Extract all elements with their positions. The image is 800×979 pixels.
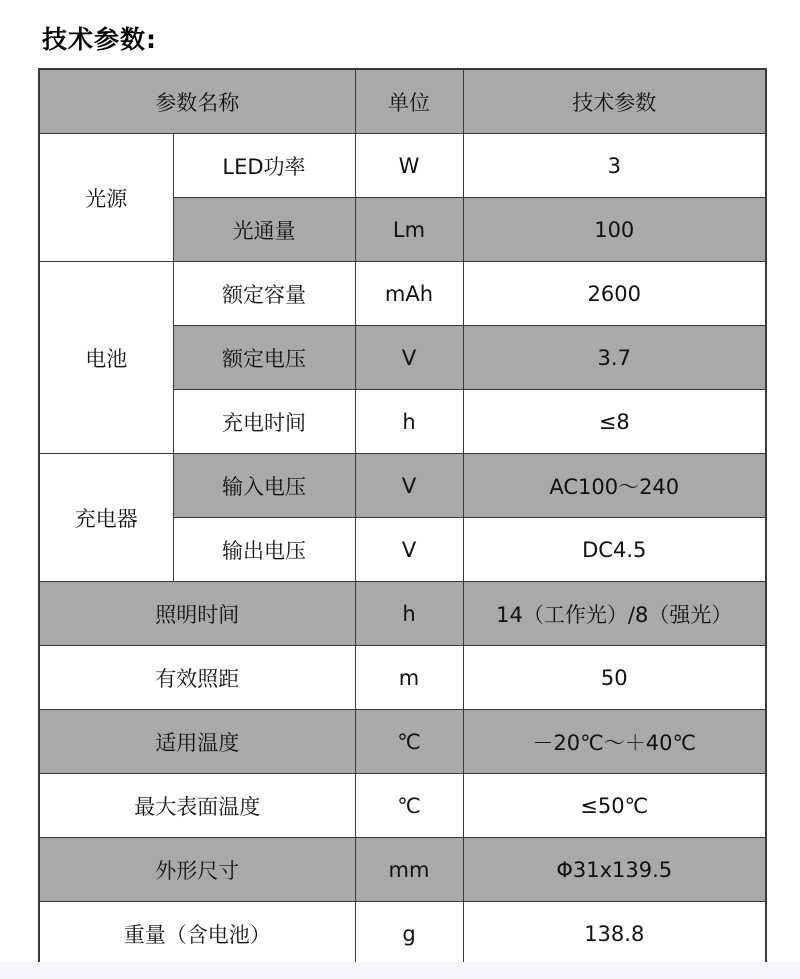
group-label: 充电器 [39, 454, 173, 582]
param-value: AC100～240 [463, 454, 766, 518]
table-row [39, 134, 766, 198]
param-name: LED功率 [173, 134, 355, 198]
header-name: 参数名称 [39, 69, 355, 134]
header-row [39, 69, 766, 134]
param-value: ≤50℃ [463, 774, 766, 838]
param-unit: ℃ [355, 774, 463, 838]
param-unit: mm [355, 838, 463, 902]
group-label: 电池 [39, 262, 173, 454]
param-name: 有效照距 [39, 646, 355, 710]
spec-table [38, 68, 767, 967]
param-unit: h [355, 390, 463, 454]
param-name: 最大表面温度 [39, 774, 355, 838]
param-unit: V [355, 326, 463, 390]
param-value: 3 [463, 134, 766, 198]
param-unit: ℃ [355, 710, 463, 774]
param-name: 额定容量 [173, 262, 355, 326]
param-unit: V [355, 518, 463, 582]
param-name: 重量（含电池） [39, 902, 355, 967]
param-unit: m [355, 646, 463, 710]
group-label: 光源 [39, 134, 173, 262]
param-value: 138.8 [463, 902, 766, 967]
param-name: 外形尺寸 [39, 838, 355, 902]
param-unit: W [355, 134, 463, 198]
param-value: Φ31x139.5 [463, 838, 766, 902]
param-name: 照明时间 [39, 582, 355, 646]
param-unit: Lm [355, 198, 463, 262]
param-value: 2600 [463, 262, 766, 326]
bottom-strip [0, 962, 800, 979]
table-row [39, 774, 766, 838]
table-row [39, 838, 766, 902]
param-name: 输入电压 [173, 454, 355, 518]
param-value: －20℃～＋40℃ [463, 710, 766, 774]
header-unit: 单位 [355, 69, 463, 134]
param-name: 输出电压 [173, 518, 355, 582]
param-name: 光通量 [173, 198, 355, 262]
page-title: 技术参数: [42, 25, 157, 54]
table-row [39, 262, 766, 326]
param-value: ≤8 [463, 390, 766, 454]
param-value: DC4.5 [463, 518, 766, 582]
table-row [39, 646, 766, 710]
param-name: 额定电压 [173, 326, 355, 390]
param-value: 3.7 [463, 326, 766, 390]
param-unit: V [355, 454, 463, 518]
param-unit: h [355, 582, 463, 646]
param-value: 14（工作光）/8（强光） [463, 582, 766, 646]
table-row [39, 454, 766, 518]
table-row [39, 902, 766, 967]
param-unit: g [355, 902, 463, 967]
param-unit: mAh [355, 262, 463, 326]
param-name: 适用温度 [39, 710, 355, 774]
param-value: 50 [463, 646, 766, 710]
param-name: 充电时间 [173, 390, 355, 454]
table-row [39, 710, 766, 774]
header-value: 技术参数 [463, 69, 766, 134]
param-value: 100 [463, 198, 766, 262]
table-row [39, 582, 766, 646]
